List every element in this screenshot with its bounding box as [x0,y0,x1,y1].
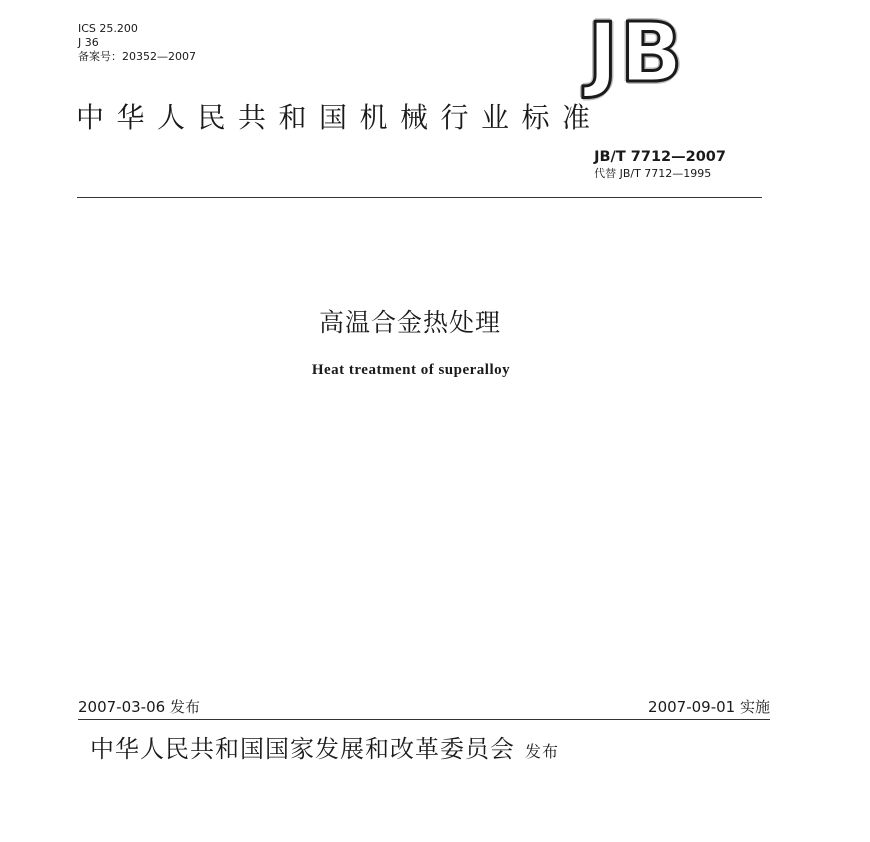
header-metadata [78,22,196,64]
replaces-standard: 代替 JB/T 7712—1995 [594,167,712,180]
issuer-line [90,734,559,767]
issuer-name: 中华人民共和国国家发展和改革委员会 [90,735,515,763]
bottom-divider [78,719,770,720]
standard-number: JB/T 7712—2007 [594,149,726,165]
organization-title: 中华人民共和国机械行业标准 [76,101,603,134]
issue-date: 2007-03-06 发布 [78,698,200,716]
title-chinese: 高温合金热处理 [318,308,501,337]
title-english: Heat treatment of superalloy [311,362,511,378]
jb-logo: JB [587,6,685,101]
effective-date: 2007-09-01 实施 [648,698,770,716]
classification-code: J 36 [78,36,99,49]
filing-number: 备案号：20352—2007 [78,50,196,63]
standard-number-block [594,148,726,182]
ics-code: ICS 25.200 [78,22,138,35]
issuer-suffix: 发布 [525,742,560,761]
top-divider [77,197,762,198]
